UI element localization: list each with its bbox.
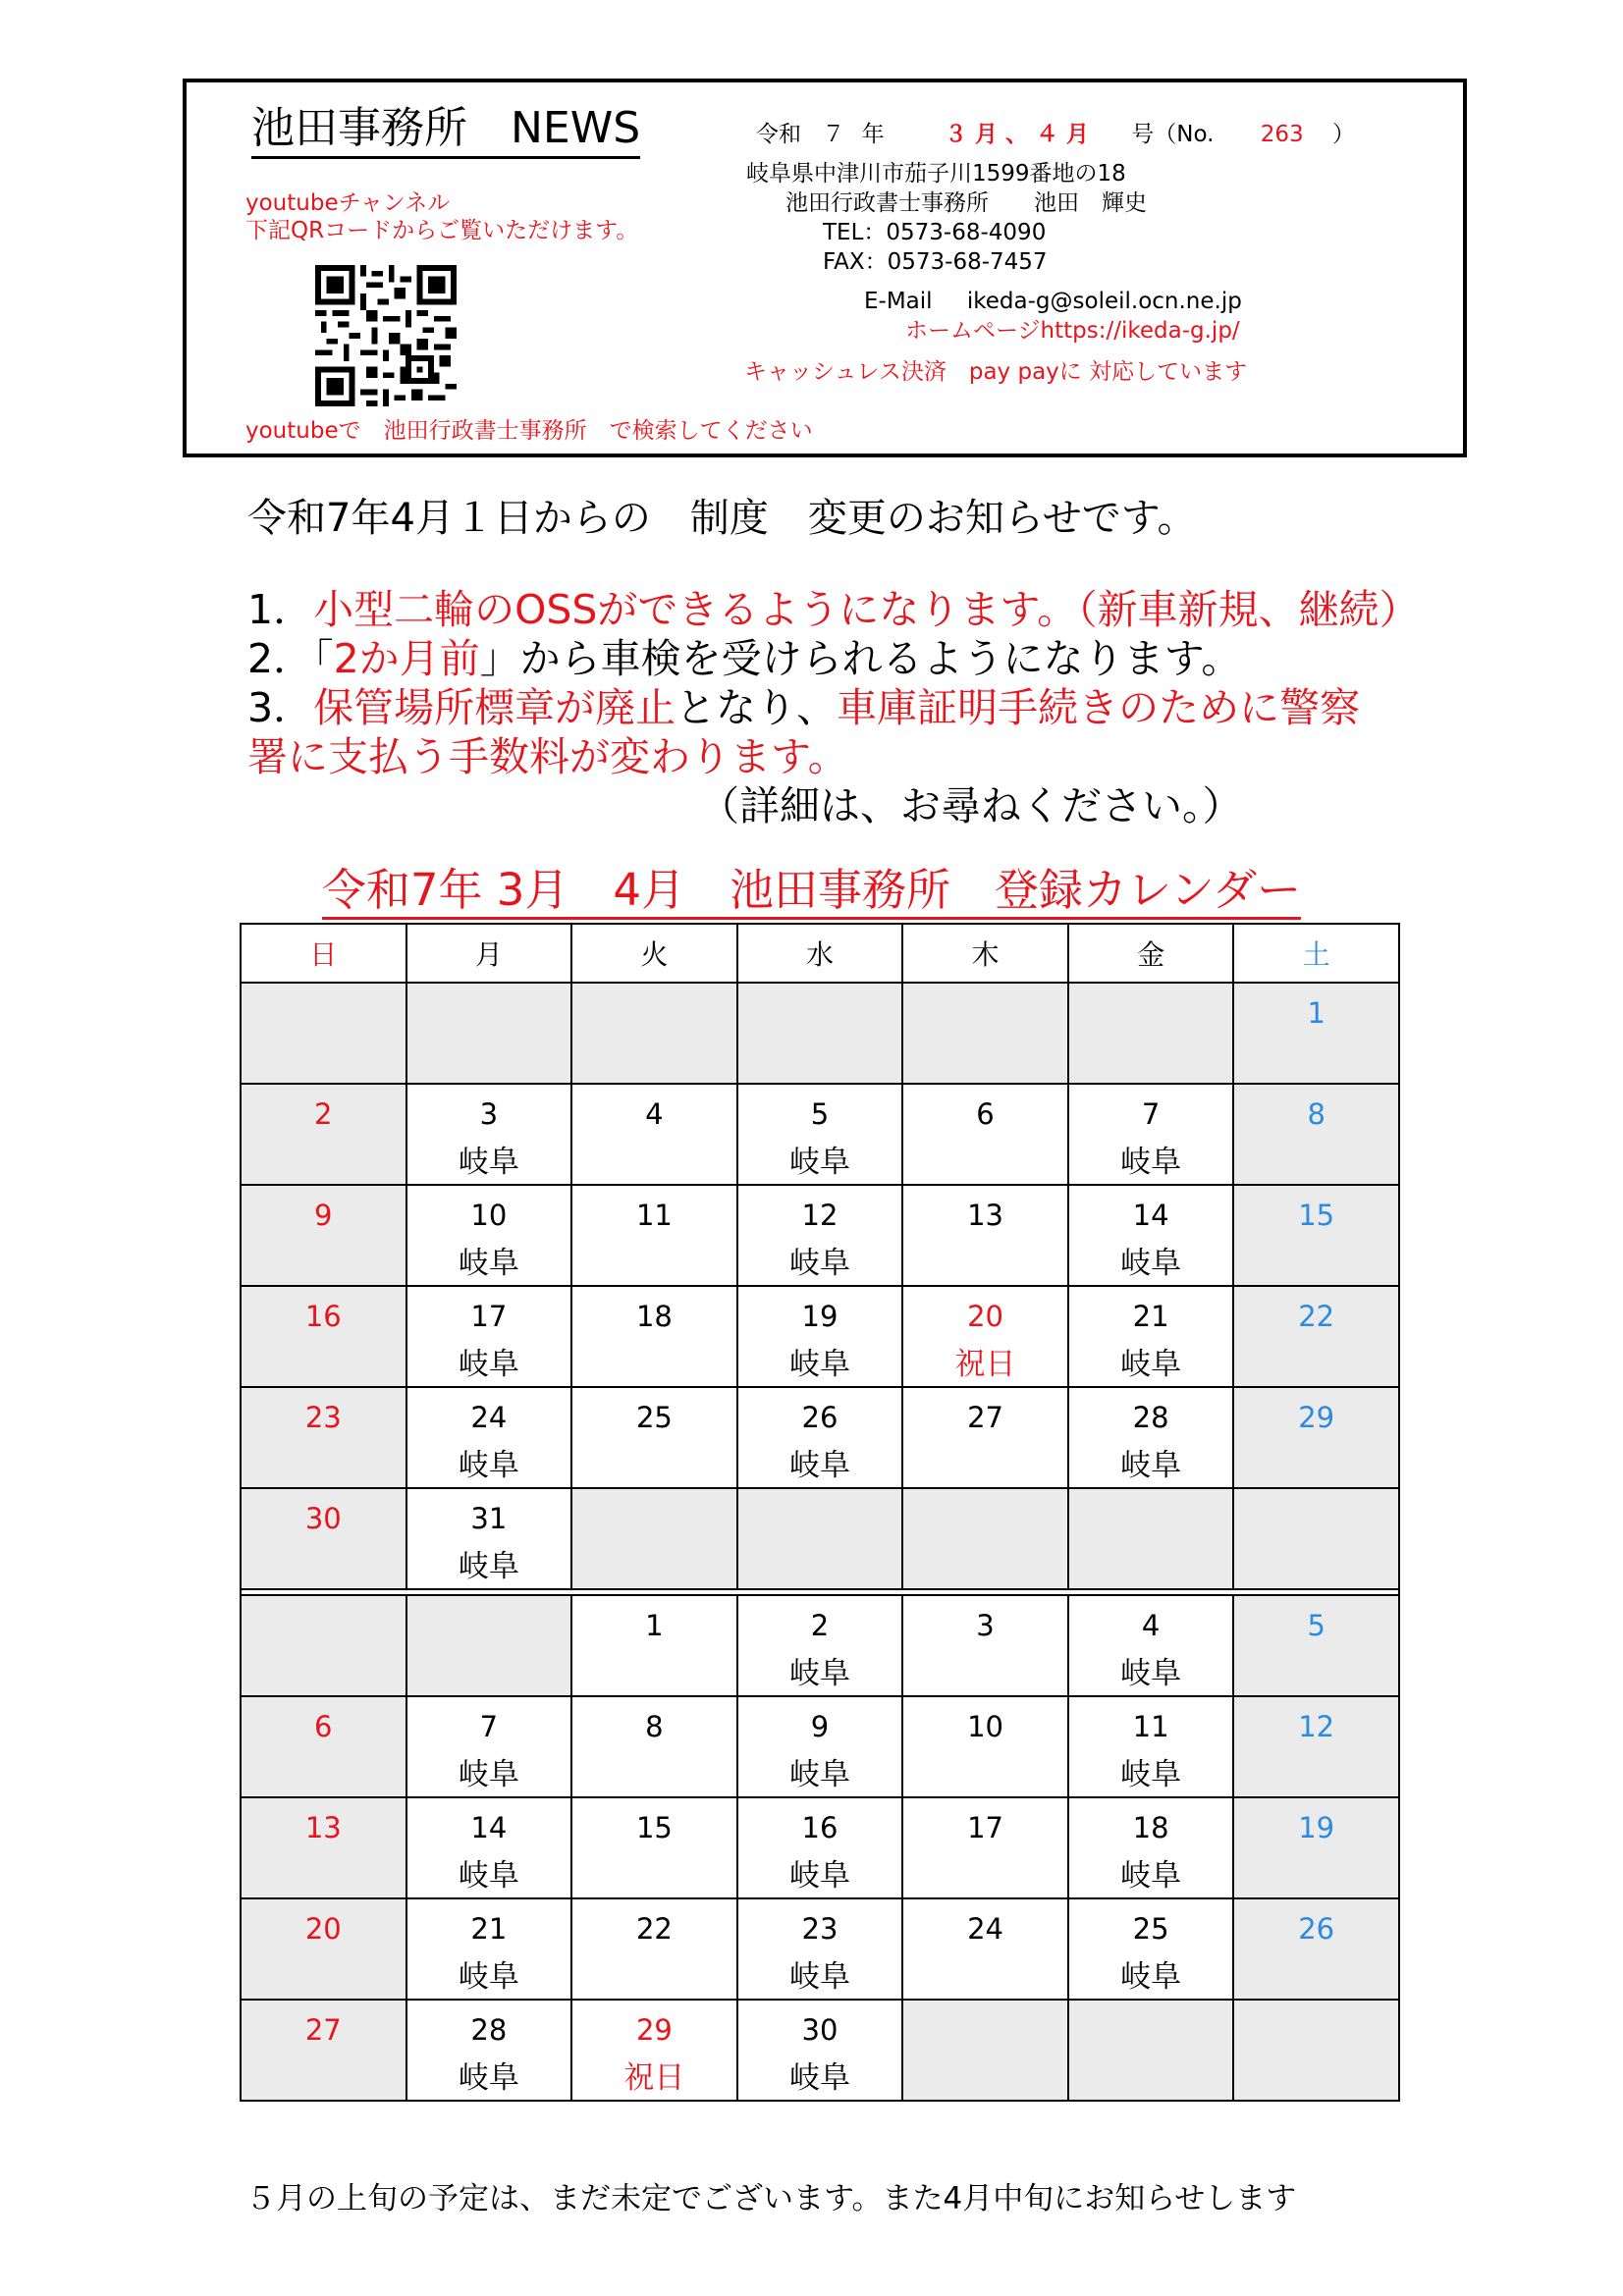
day-number: 10 xyxy=(470,1199,508,1232)
calendar-day-cell xyxy=(1068,1898,1234,2000)
registration-location-label: 岐阜 xyxy=(1120,1145,1182,1180)
calendar-day-cell xyxy=(571,1084,737,1185)
item-number: 2． xyxy=(247,635,314,683)
calendar-week-row xyxy=(241,1488,1399,1589)
calendar-week-row xyxy=(241,1084,1399,1185)
calendar-day-cell xyxy=(241,1286,406,1387)
calendar-day-cell xyxy=(571,1797,737,1898)
registration-location-label: 岐阜 xyxy=(458,1858,519,1894)
day-number: 15 xyxy=(635,1811,673,1844)
day-number: 24 xyxy=(967,1912,1003,1946)
youtube-channel-label: youtubeチャンネル xyxy=(245,190,451,216)
office-email xyxy=(864,289,1242,316)
calendar-day-cell xyxy=(737,1595,903,1696)
calendar-day-cell xyxy=(1233,1185,1399,1286)
registration-location-label: 岐阜 xyxy=(458,1959,519,1995)
notice-item-1 xyxy=(247,585,1420,634)
calendar-day-cell xyxy=(406,1084,572,1185)
day-number: 29 xyxy=(1298,1401,1335,1434)
item-text: 小型二輪のOSSができるようになります。（新車新規、継続） xyxy=(313,586,1420,633)
calendar-week-row xyxy=(241,1286,1399,1387)
weekday-header: 木 xyxy=(902,924,1068,983)
calendar-day-cell xyxy=(406,1387,572,1488)
registration-location-label: 岐阜 xyxy=(1120,1959,1182,1995)
calendar-day-cell xyxy=(902,1898,1068,2000)
notice-detail: （詳細は、お尋ねください。） xyxy=(699,782,1243,830)
calendar-day-cell xyxy=(241,1488,406,1589)
calendar-day-cell xyxy=(737,1488,903,1589)
calendar-day-cell xyxy=(737,983,903,1084)
day-number: 1 xyxy=(645,1609,664,1642)
calendar-day-cell xyxy=(241,983,406,1084)
item-number: 3． xyxy=(247,684,314,732)
day-number: 30 xyxy=(801,2013,839,2047)
weekday-header: 火 xyxy=(571,924,737,983)
day-number: 14 xyxy=(1132,1199,1169,1232)
newsletter-header xyxy=(183,79,1467,457)
calendar-day-cell xyxy=(1233,1797,1399,1898)
calendar-day-cell xyxy=(902,1595,1068,1696)
calendar-day-cell xyxy=(571,1595,737,1696)
day-number: 20 xyxy=(967,1300,1003,1333)
registration-location-label: 岐阜 xyxy=(1120,1448,1182,1483)
calendar-day-cell xyxy=(571,1387,737,1488)
day-number: 18 xyxy=(635,1300,673,1333)
day-number: 23 xyxy=(801,1912,839,1946)
registration-location-label: 岐阜 xyxy=(788,1448,850,1483)
calendar-title xyxy=(0,854,1623,918)
registration-location-label: 岐阜 xyxy=(458,1145,519,1180)
issue-close: ） xyxy=(1332,122,1355,147)
calendar-day-cell xyxy=(1068,1387,1234,1488)
calendar-week-row xyxy=(241,1898,1399,2000)
calendar-table xyxy=(240,923,1400,2102)
calendar-body xyxy=(241,983,1399,2101)
issue-number: 263 xyxy=(1260,122,1304,147)
registration-location-label: 岐阜 xyxy=(1120,1246,1182,1281)
calendar-day-cell xyxy=(406,1797,572,1898)
registration-location-label: 岐阜 xyxy=(1120,1347,1182,1382)
calendar-day-cell xyxy=(241,1797,406,1898)
day-number: 30 xyxy=(304,1502,342,1535)
day-number: 21 xyxy=(470,1912,508,1946)
calendar-day-cell xyxy=(571,1185,737,1286)
day-number: 31 xyxy=(470,1502,508,1535)
day-number: 5 xyxy=(810,1097,830,1131)
calendar-day-cell xyxy=(1233,1595,1399,1696)
calendar-week-row xyxy=(241,1696,1399,1797)
calendar-week-row xyxy=(241,983,1399,1084)
day-number: 1 xyxy=(1307,996,1325,1030)
day-number: 15 xyxy=(1298,1199,1335,1232)
issue-prefix: 令和 xyxy=(756,122,801,147)
calendar-day-cell xyxy=(902,1286,1068,1387)
calendar-title-text: 令和7年 3月 4月 池田事務所 登録カレンダー xyxy=(322,864,1301,920)
calendar-day-cell xyxy=(571,983,737,1084)
registration-location-label: 岐阜 xyxy=(458,1246,519,1281)
calendar-day-cell xyxy=(737,1286,903,1387)
calendar-day-cell xyxy=(737,2000,903,2101)
calendar-day-cell xyxy=(241,1595,406,1696)
item-number: 1． xyxy=(247,586,314,633)
day-number: 28 xyxy=(1132,1401,1169,1434)
day-number: 22 xyxy=(635,1912,673,1946)
item-highlight: 2か月前 xyxy=(333,635,480,683)
day-number: 12 xyxy=(801,1199,839,1232)
notice-section xyxy=(247,493,1420,830)
cashless-note: キャッシュレス決済 pay payに 対応しています xyxy=(744,359,1248,385)
calendar-day-cell xyxy=(737,1898,903,2000)
youtube-qr-code[interactable] xyxy=(312,265,460,406)
day-number: 8 xyxy=(1307,1097,1325,1131)
calendar-week-row xyxy=(241,1595,1399,1696)
day-number: 24 xyxy=(470,1401,508,1434)
holiday-label: 祝日 xyxy=(623,2060,685,2096)
registration-location-label: 岐阜 xyxy=(458,1347,519,1382)
calendar-day-cell xyxy=(571,1488,737,1589)
email-label: E-Mail xyxy=(864,289,933,314)
registration-location-label: 岐阜 xyxy=(788,2060,850,2096)
calendar-day-cell xyxy=(406,1185,572,1286)
calendar-day-cell xyxy=(241,1185,406,1286)
calendar-day-cell xyxy=(902,1185,1068,1286)
calendar-day-cell xyxy=(737,1797,903,1898)
day-number: 6 xyxy=(314,1710,333,1743)
registration-location-label: 岐阜 xyxy=(788,1145,850,1180)
weekday-header: 月 xyxy=(406,924,572,983)
calendar-day-cell xyxy=(241,1387,406,1488)
day-number: 16 xyxy=(304,1300,342,1333)
registration-location-label: 岐阜 xyxy=(458,1448,519,1483)
day-number: 25 xyxy=(635,1401,673,1434)
registration-location-label: 岐阜 xyxy=(458,2060,519,2096)
weekday-header-row xyxy=(241,924,1399,983)
day-number: 23 xyxy=(304,1401,342,1434)
registration-location-label: 岐阜 xyxy=(788,1656,850,1691)
calendar-week-row xyxy=(241,2000,1399,2101)
calendar-day-cell xyxy=(1233,983,1399,1084)
day-number: 13 xyxy=(304,1811,342,1844)
calendar-day-cell xyxy=(1233,1286,1399,1387)
day-number: 25 xyxy=(1132,1912,1169,1946)
calendar-week-row xyxy=(241,1797,1399,1898)
issue-year-unit: 年 xyxy=(861,122,885,147)
item-text: 」から車検を受けられるようになります。 xyxy=(479,635,1242,683)
office-tel: TEL：0573-68-4090 xyxy=(823,220,1047,245)
calendar-day-cell xyxy=(406,1696,572,1797)
day-number: 19 xyxy=(1298,1811,1335,1844)
day-number: 27 xyxy=(304,2013,342,2047)
day-number: 26 xyxy=(801,1401,839,1434)
day-number: 19 xyxy=(801,1300,839,1333)
day-number: 13 xyxy=(967,1199,1003,1232)
calendar-day-cell xyxy=(902,1696,1068,1797)
calendar-week-row xyxy=(241,1185,1399,1286)
day-number: 4 xyxy=(1141,1609,1161,1642)
calendar-day-cell xyxy=(737,1185,903,1286)
calendar-day-cell xyxy=(241,1084,406,1185)
calendar-day-cell xyxy=(406,1286,572,1387)
day-number: 2 xyxy=(810,1609,830,1642)
day-number: 11 xyxy=(635,1199,673,1232)
email-link[interactable]: ikeda-g@soleil.ocn.ne.jp xyxy=(966,289,1242,314)
day-number: 3 xyxy=(976,1609,995,1642)
calendar-day-cell xyxy=(1068,1084,1234,1185)
calendar-week-row xyxy=(241,1387,1399,1488)
homepage-link[interactable]: ホームページhttps://ikeda-g.jp/ xyxy=(905,318,1240,344)
day-number: 29 xyxy=(635,2013,673,2047)
day-number: 21 xyxy=(1132,1300,1169,1333)
day-number: 2 xyxy=(314,1097,333,1131)
day-number: 9 xyxy=(810,1710,830,1743)
day-number: 9 xyxy=(314,1199,333,1232)
registration-location-label: 岐阜 xyxy=(788,1858,850,1894)
holiday-label: 祝日 xyxy=(954,1347,1016,1382)
notice-item-3 xyxy=(247,683,1420,732)
calendar-day-cell xyxy=(1068,1696,1234,1797)
item-bracket: 「 xyxy=(313,635,334,683)
calendar-day-cell xyxy=(902,983,1068,1084)
notice-intro: 令和7年4月１日からの 制度 変更のお知らせです。 xyxy=(247,496,1197,541)
weekday-header: 土 xyxy=(1233,924,1399,983)
calendar-day-cell xyxy=(1233,1488,1399,1589)
notice-item-2 xyxy=(247,634,1420,683)
registration-location-label: 岐阜 xyxy=(788,1757,850,1792)
day-number: 14 xyxy=(470,1811,508,1844)
calendar-day-cell xyxy=(241,2000,406,2101)
calendar-day-cell xyxy=(406,983,572,1084)
calendar-day-cell xyxy=(1068,2000,1234,2101)
youtube-search-note: youtubeで 池田行政書士事務所 で検索してください xyxy=(245,418,813,444)
registration-location-label: 岐阜 xyxy=(458,1757,519,1792)
youtube-qr-instruction: 下記QRコードからご覧いただけます。 xyxy=(245,218,639,243)
calendar-day-cell xyxy=(1233,2000,1399,2101)
calendar-day-cell xyxy=(571,1286,737,1387)
calendar-day-cell xyxy=(737,1387,903,1488)
issue-months: ３ 月 、 ４ 月 xyxy=(944,122,1089,147)
day-number: 17 xyxy=(967,1811,1003,1844)
calendar-day-cell xyxy=(737,1084,903,1185)
registration-location-label: 岐阜 xyxy=(788,1246,850,1281)
issue-line xyxy=(756,122,1355,149)
footer-note: ５月の上旬の予定は、まだ未定でございます。また4月中旬にお知らせします xyxy=(245,2181,1297,2216)
calendar-day-cell xyxy=(1233,1084,1399,1185)
day-number: 6 xyxy=(976,1097,995,1131)
office-fax: FAX：0573-68-7457 xyxy=(823,249,1048,275)
calendar-day-cell xyxy=(1233,1387,1399,1488)
calendar-day-cell xyxy=(1068,1595,1234,1696)
calendar-day-cell xyxy=(1068,1286,1234,1387)
day-number: 8 xyxy=(645,1710,664,1743)
registration-location-label: 岐阜 xyxy=(788,1347,850,1382)
calendar-day-cell xyxy=(241,1898,406,2000)
day-number: 10 xyxy=(967,1710,1003,1743)
day-number: 12 xyxy=(1298,1710,1335,1743)
day-number: 20 xyxy=(304,1912,342,1946)
calendar-day-cell xyxy=(571,1898,737,2000)
calendar-day-cell xyxy=(902,1488,1068,1589)
calendar-day-cell xyxy=(406,1898,572,2000)
weekday-header: 日 xyxy=(241,924,406,983)
issue-suffix: 号（No. xyxy=(1131,122,1215,147)
calendar-day-cell xyxy=(406,1488,572,1589)
calendar-day-cell xyxy=(406,1595,572,1696)
day-number: 26 xyxy=(1298,1912,1335,1946)
issue-year: ７ xyxy=(822,122,845,147)
item-text: となり、 xyxy=(676,684,838,732)
weekday-header: 金 xyxy=(1068,924,1234,983)
day-number: 5 xyxy=(1307,1609,1325,1642)
registration-location-label: 岐阜 xyxy=(1120,1656,1182,1691)
calendar-day-cell xyxy=(1068,1185,1234,1286)
day-number: 27 xyxy=(967,1401,1003,1434)
calendar-day-cell xyxy=(902,1084,1068,1185)
notice-item-3-continued: 署に支払う手数料が変わります。 xyxy=(247,733,848,781)
office-address: 岐阜県中津川市茄子川1599番地の18 xyxy=(746,161,1126,187)
day-number: 11 xyxy=(1132,1710,1169,1743)
registration-location-label: 岐阜 xyxy=(458,1549,519,1584)
day-number: 18 xyxy=(1132,1811,1169,1844)
calendar-day-cell xyxy=(902,2000,1068,2101)
registration-calendar xyxy=(240,923,1400,2102)
day-number: 16 xyxy=(801,1811,839,1844)
item-highlight: 車庫証明手続きのために警察 xyxy=(837,684,1361,732)
day-number: 3 xyxy=(479,1097,499,1131)
calendar-day-cell xyxy=(406,2000,572,2101)
calendar-day-cell xyxy=(1233,1898,1399,2000)
calendar-day-cell xyxy=(1233,1696,1399,1797)
calendar-day-cell xyxy=(1068,1488,1234,1589)
newsletter-title: 池田事務所 NEWS xyxy=(251,104,640,159)
office-name: 池田行政書士事務所 池田 輝史 xyxy=(785,190,1147,216)
day-number: 22 xyxy=(1298,1300,1335,1333)
calendar-day-cell xyxy=(902,1797,1068,1898)
day-number: 4 xyxy=(645,1097,664,1131)
registration-location-label: 岐阜 xyxy=(1120,1858,1182,1894)
registration-location-label: 岐阜 xyxy=(1120,1757,1182,1792)
calendar-day-cell xyxy=(1068,983,1234,1084)
calendar-day-cell xyxy=(902,1387,1068,1488)
item-highlight: 保管場所標章が廃止 xyxy=(313,684,676,732)
calendar-day-cell xyxy=(571,1696,737,1797)
day-number: 7 xyxy=(1141,1097,1161,1131)
calendar-day-cell xyxy=(241,1696,406,1797)
weekday-header: 水 xyxy=(737,924,903,983)
calendar-day-cell xyxy=(571,2000,737,2101)
calendar-day-cell xyxy=(737,1696,903,1797)
registration-location-label: 岐阜 xyxy=(788,1959,850,1995)
calendar-day-cell xyxy=(1068,1797,1234,1898)
day-number: 7 xyxy=(479,1710,499,1743)
day-number: 28 xyxy=(470,2013,508,2047)
day-number: 17 xyxy=(470,1300,508,1333)
